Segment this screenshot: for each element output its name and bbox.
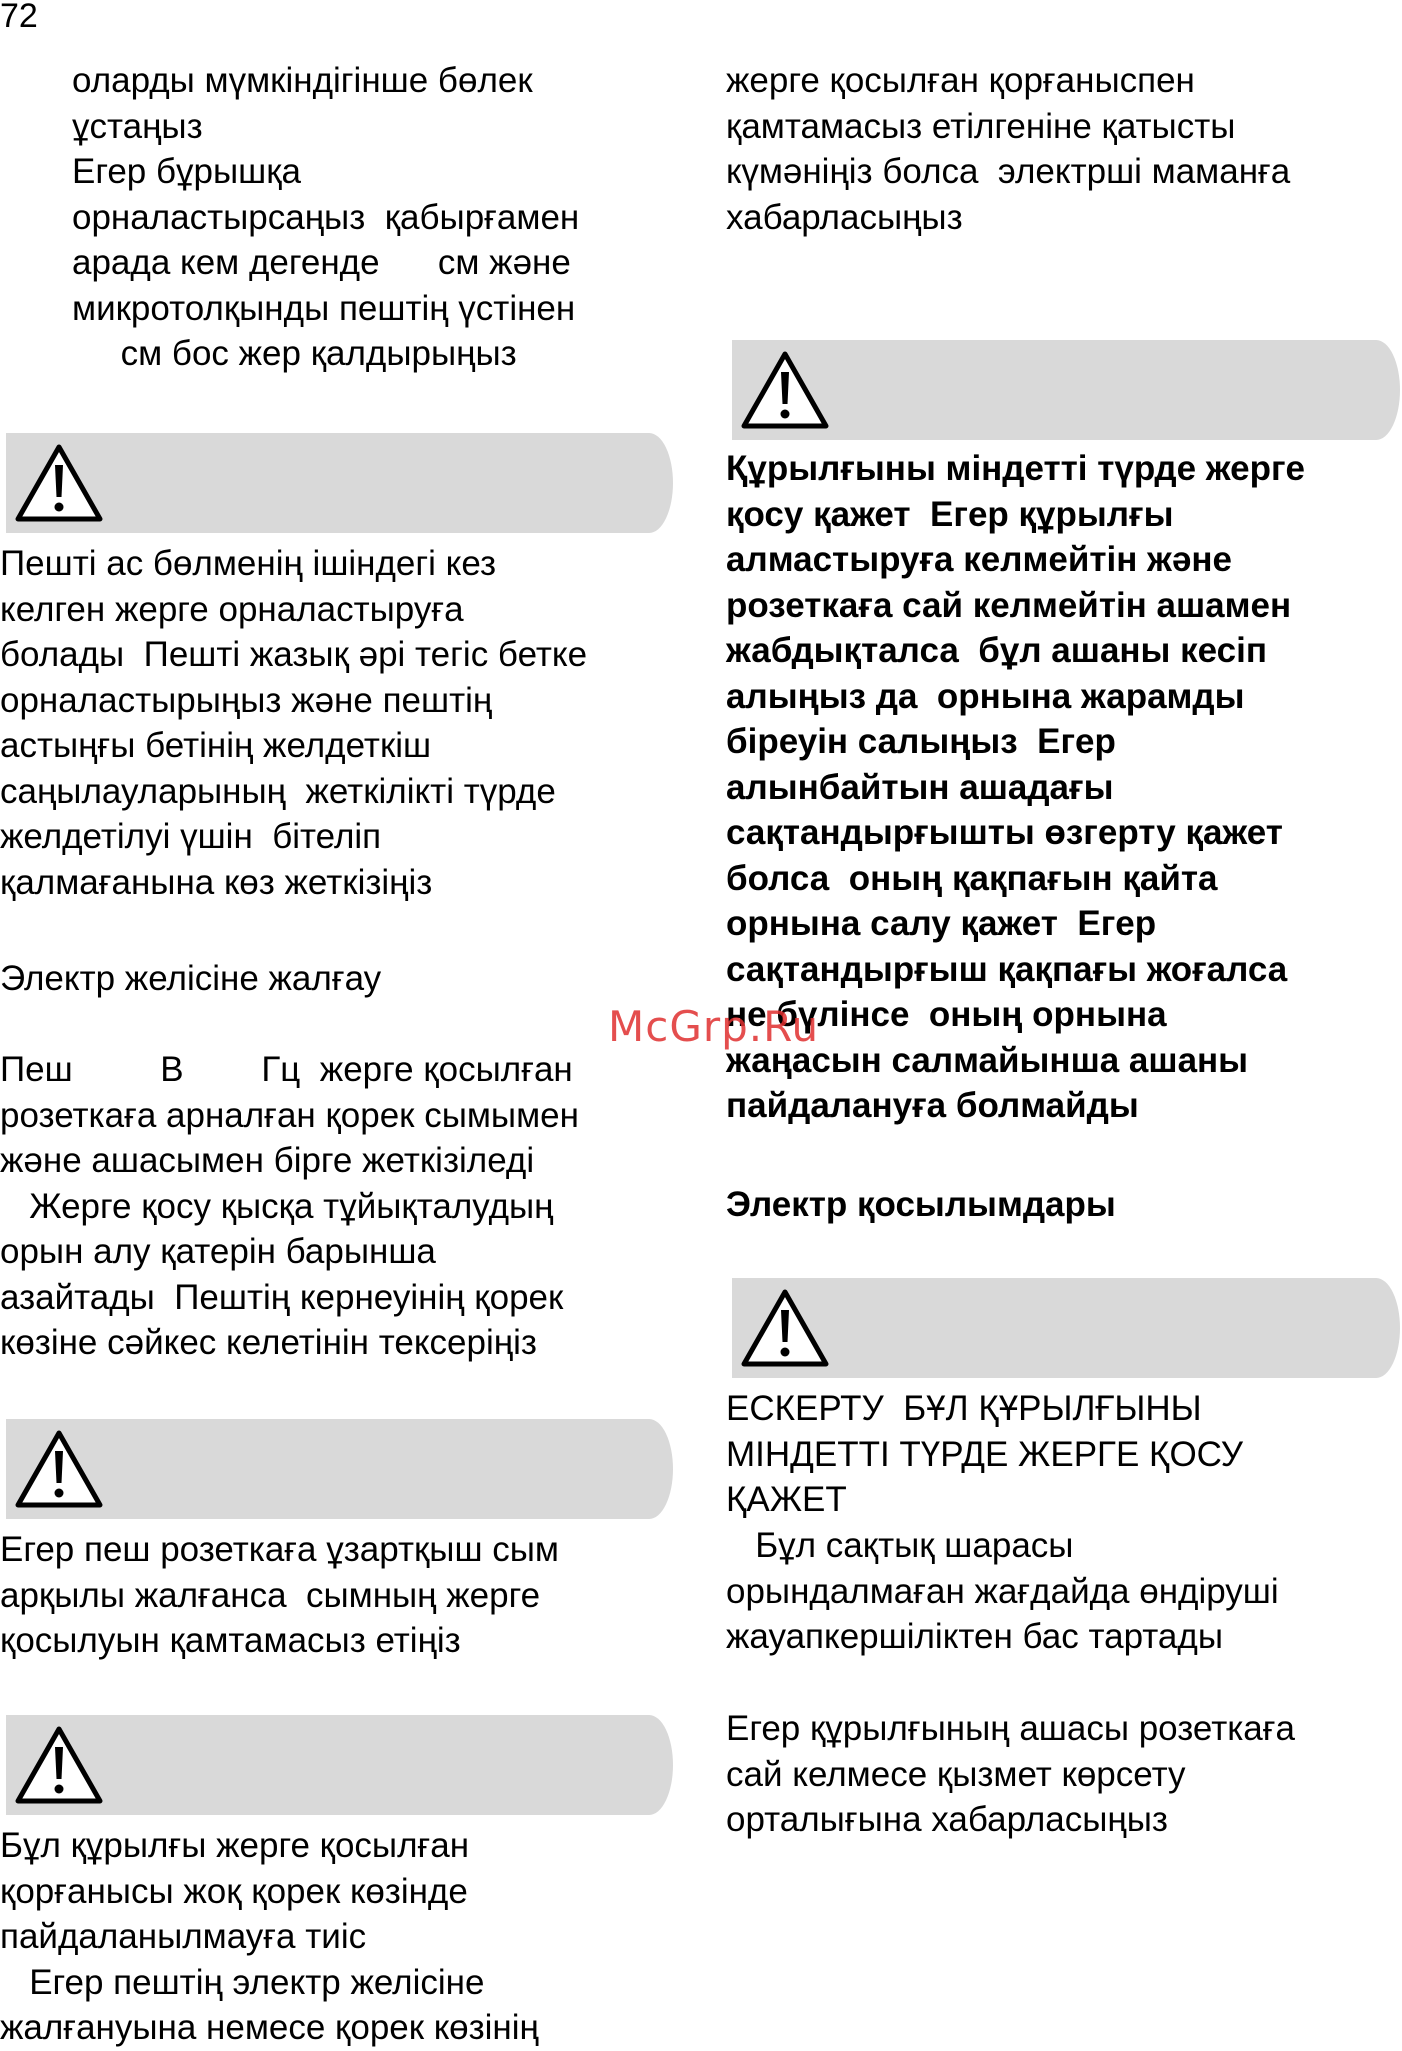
warning-triangle-icon xyxy=(740,1286,830,1370)
caution-uppercase: ЕСКЕРТУ БҰЛ ҚҰРЫЛҒЫНЫ МІНДЕТТІ ТҮРДЕ ЖЕРГЕ ҚОСУ ҚАЖЕТ xyxy=(726,1389,1244,1519)
page-number: 72 xyxy=(0,0,38,35)
warning-triangle-icon xyxy=(14,441,104,525)
warning-bar-1 xyxy=(6,433,673,533)
note-grounding: Бұл құрылғы жерге қосылған қорғанысы жоқ қорек көзінде пайдаланылмауға тиіс Егер пештің электр желісіне жалғануына немесе қорек көзінің xyxy=(0,1826,539,2047)
warning-bar-5 xyxy=(732,1278,1400,1378)
warning-bar-4 xyxy=(732,340,1400,440)
bold-grounding-warning: Құрылғыны міндетті түрде жерге қосу қажет Егер құрылғы алмастыруға келмейтін және розеткаға сай келмейтін ашамен жабдықталса бұл ашаны кесіп алыңыз да орнына жарамды біреуін салыңыз Егер алынбайтын ашадағы сақтандырғышты өзгерту қажет болса оның қақпағын қайта орнына салу қажет Егер сақтандырғыш қақпағы жоғалса не бүлінсе оның орнына жаңасын салмайынша ашаны пайдалануға болмайды xyxy=(726,449,1306,1125)
caution-text: Бұл сақтық шарасы орындалмаған жағдайда өндіруші жауапкершіліктен бас тартады xyxy=(726,1526,1279,1656)
plug-paragraph: Егер құрылғының ашасы розеткаға сай келмесе қызмет көрсету орталығына хабарласыңыз xyxy=(726,1709,1296,1839)
watermark: McGrp.Ru xyxy=(608,1002,820,1051)
heading-electrical-connections: Электр қосылымдары xyxy=(726,1185,1116,1224)
note-placement: Пешті ас бөлменің ішіндегі кез келген жерге орналастыруға болады Пешті жазық әрі тегіс бетке орналастырыңыз және пештің астыңғы бетінің желдеткіш саңылауларының жеткілікті түрде желдетілуі үшін бітеліп қалмағанына көз жеткізіңіз xyxy=(0,544,588,902)
warning-triangle-icon xyxy=(740,348,830,432)
warning-triangle-icon xyxy=(14,1723,104,1807)
note-extension-cord: Егер пеш розеткаға ұзартқыш сым арқылы жалғанса сымның жерге қосылуын қамтамасыз етіңіз xyxy=(0,1530,559,1660)
warning-triangle-icon xyxy=(14,1427,104,1511)
warning-bar-3 xyxy=(6,1715,673,1815)
warning-bar-2 xyxy=(6,1419,673,1519)
continuation-paragraph: жерге қосылған қорғаныспен қамтамасыз етілгеніне қатысты күмәніңіз болса электрші маманға хабарласыңыз xyxy=(726,61,1291,237)
intro-paragraph: оларды мүмкіндігінше бөлек ұстаңыз Егер бұрышқа орналастырсаңыз қабырғамен арада кем дегенде см және микротолқынды пештің үстінен см бос жер қалдырыңыз xyxy=(72,61,580,373)
electric-paragraph: Пеш В Гц жерге қосылған розеткаға арналған қорек сымымен және ашасымен бірге жеткізіледі Жерге қосу қысқа тұйықталудың орын алу қатерін барынша азайтады Пештің кернеуінің қорек көзіне сәйкес келетінін тексеріңіз xyxy=(0,1050,579,1362)
heading-electric-connection: Электр желісіне жалғау xyxy=(0,959,382,998)
